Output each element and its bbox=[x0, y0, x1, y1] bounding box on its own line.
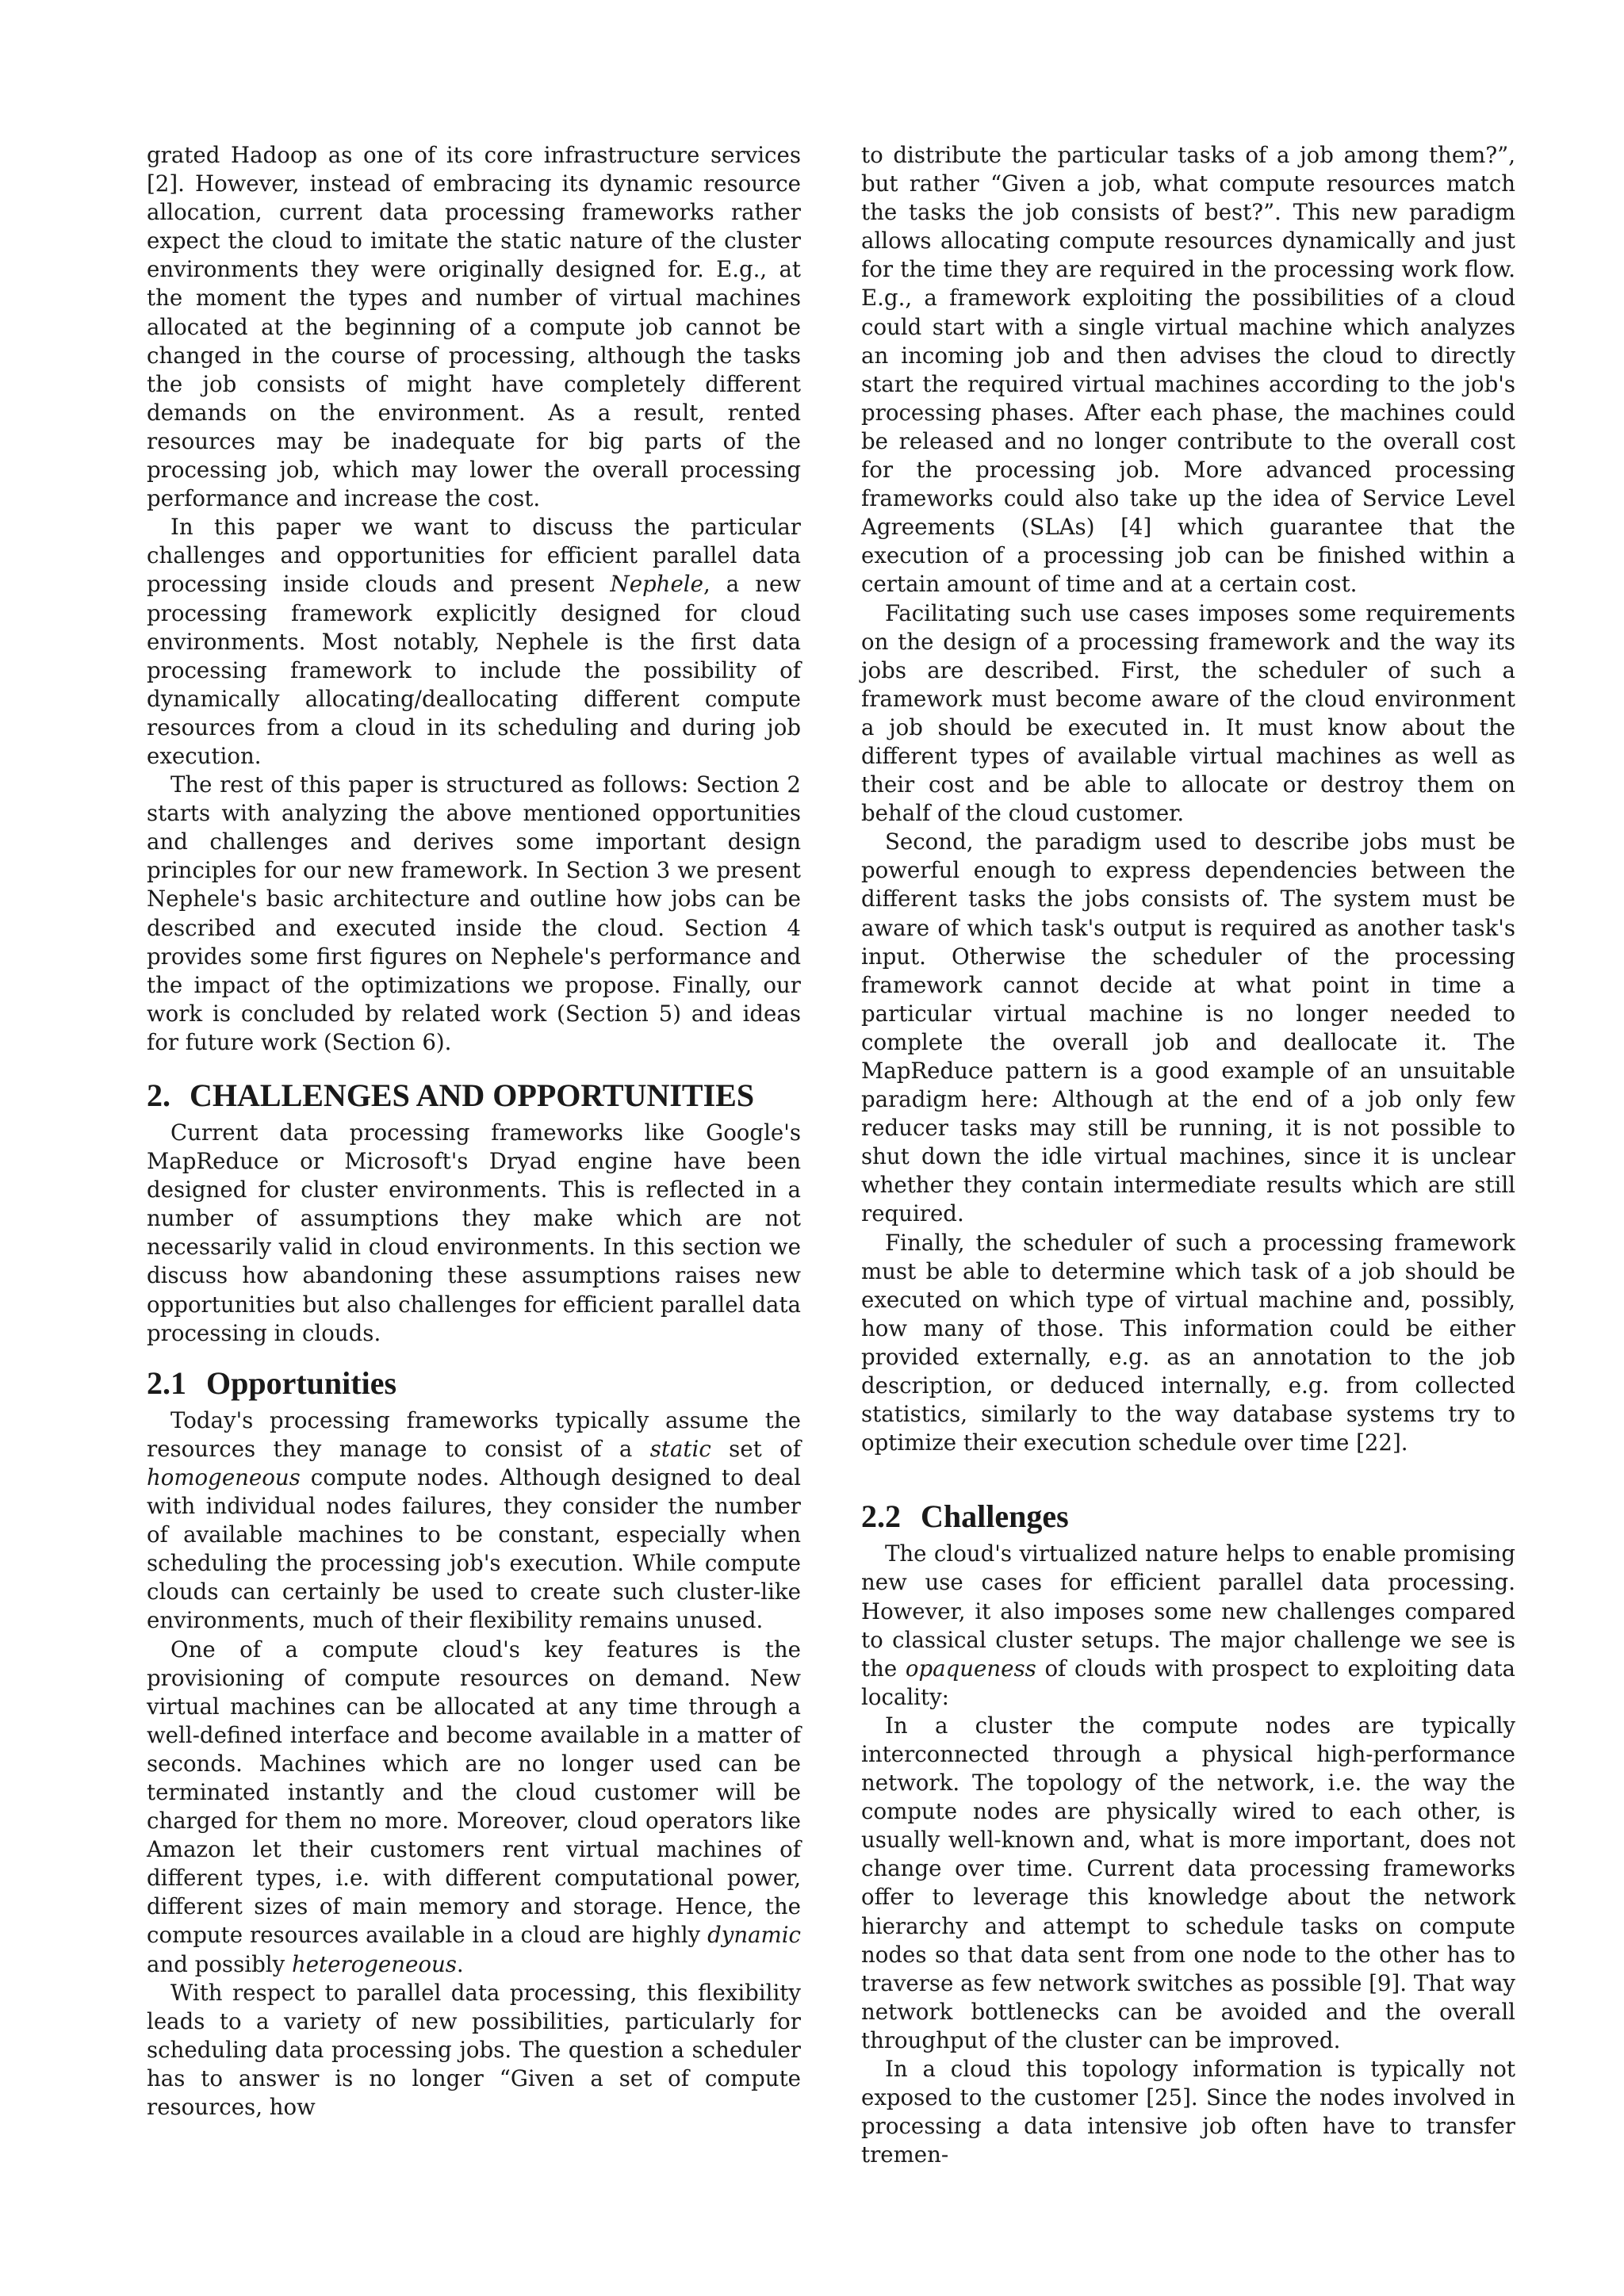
paragraph: In this paper we want to discuss the particular challenges and opportunities for efficient parallel data processing inside clouds and present Nephele, a new processing framework explicitly designed for cloud environments. Most notably, Nephele is the first data processing framework to include the possibility of dynamically allocating/deallocating different compute resources from a cloud in its scheduling and during job execution. bbox=[147, 514, 801, 769]
paragraph: Facilitating such use cases imposes some requirements on the design of a processing framework and the way its jobs are described. First, the scheduler of such a framework must become aware of the cloud environment a job should be executed in. It must know about the different types of available virtual machines as well as their cost and be able to allocate or destroy them on behalf of the cloud customer. bbox=[861, 599, 1515, 827]
right-column bbox=[861, 141, 1515, 2169]
paragraph: In a cluster the compute nodes are typically interconnected through a physical high-performance network. The topology of the network, i.e. the way the compute nodes are physically wired to each other, is usually well-known and, what is more important, does not change over time. Current data processing frameworks offer to leverage this knowledge about the network hierarchy and attempt to schedule tasks on compute nodes so that data sent from one node to the other has to traverse as few network switches as possible [9]. That way network bottlenecks can be avoided and the overall throughput of the cluster can be improved. bbox=[861, 1712, 1515, 2053]
subsection-heading: 2.2 Challenges bbox=[861, 1498, 1069, 1535]
paragraph: Finally, the scheduler of such a processing framework must be able to determine which task of a job should be executed on which type of virtual machine and, possibly, how many of those. This information could be either provided externally, e.g. as an annotation to the job description, or deduced internally, e.g. from collected statistics, similarly to the way database systems try to optimize their execution schedule over time [22]. bbox=[861, 1229, 1515, 1456]
paragraph: Today's processing frameworks typically assume the resources they manage to consist of a static set of homogeneous compute nodes. Although designed to deal with individual nodes failures, they consider the number of available machines to be constant, especially when scheduling the processing job's execution. While compute clouds can certainly be used to create such cluster-like environments, much of their flexibility remains unused. bbox=[147, 1406, 801, 1634]
section-heading: 2. CHALLENGES AND OPPORTUNITIES bbox=[147, 1077, 755, 1113]
paragraph: Second, the paradigm used to describe jobs must be powerful enough to express dependencies between the different tasks the jobs consists of. The system must be aware of which task's output is required as another task's input. Otherwise the scheduler of the processing framework cannot decide at what point in time a particular virtual machine is no longer needed to complete the overall job and deallocate it. The MapReduce pattern is a good example of an unsuitable paradigm here: Although at the end of a job only few reducer tasks may still be running, it is not possible to shut down the idle virtual machines, since it is unclear whether they contain intermediate results which are still required. bbox=[861, 828, 1515, 1227]
paragraph: grated Hadoop as one of its core infrastructure services [2]. However, instead of embracing its dynamic resource allocation, current data processing frameworks rather expect the cloud to imitate the static nature of the cluster environments they were originally designed for. E.g., at the moment the types and number of virtual machines allocated at the beginning of a compute job cannot be changed in the course of processing, although the tasks the job consists of might have completely different demands on the environment. As a result, rented resources may be inadequate for big parts of the processing job, which may lower the overall processing performance and increase the cost. bbox=[147, 142, 801, 512]
paragraph: One of a compute cloud's key features is the provisioning of compute resources on demand. New virtual machines can be allocated at any time through a well-defined interface and become available in a matter of seconds. Machines which are no longer used can be terminated instantly and the cloud customer will be charged for them no more. Moreover, cloud operators like Amazon let their customers rent virtual machines of different types, i.e. with different computational power, different sizes of main memory and storage. Hence, the compute resources available in a cloud are highly dynamic and possibly heterogeneous. bbox=[147, 1636, 801, 1977]
left-column bbox=[147, 141, 801, 2122]
paragraph: The rest of this paper is structured as follows: Section 2 starts with analyzing the above mentioned opportunities and challenges and derives some important design principles for our new framework. In Section 3 we present Nephele's basic architecture and outline how jobs can be described and executed inside the cloud. Section 4 provides some first figures on Nephele's performance and the impact of the optimizations we propose. Finally, our work is concluded by related work (Section 5) and ideas for future work (Section 6). bbox=[147, 771, 801, 1055]
subsection-heading: 2.1 Opportunities bbox=[147, 1364, 397, 1401]
paragraph: to distribute the particular tasks of a job among them?”, but rather “Given a job, what compute resources match the tasks the job consists of best?”. This new paradigm allows allocating compute resources dynamically and just for the time they are required in the processing work flow. E.g., a framework exploiting the possibilities of a cloud could start with a single virtual machine which analyzes an incoming job and then advises the cloud to directly start the required virtual machines according to the job's processing phases. After each phase, the machines could be released and no longer contribute to the overall cost for the processing job. More advanced processing frameworks could also take up the idea of Service Level Agreements (SLAs) [4] which guarantee that the execution of a processing job can be finished within a certain amount of time and at a certain cost. bbox=[861, 142, 1515, 598]
paragraph: In a cloud this topology information is typically not exposed to the customer [25]. Since the nodes involved in processing a data intensive job often have to transfer tremen- bbox=[861, 2056, 1515, 2168]
paragraph: Current data processing frameworks like Google's MapReduce or Microsoft's Dryad engine have been designed for cluster environments. This is reflected in a number of assumptions they make which are not necessarily valid in cloud environments. In this section we discuss how abandoning these assumptions raises new opportunities but also challenges for efficient parallel data processing in clouds. bbox=[147, 1119, 801, 1346]
paragraph: With respect to parallel data processing, this flexibility leads to a variety of new possibilities, particularly for scheduling data processing jobs. The question a scheduler has to answer is no longer “Given a set of compute resources, how bbox=[147, 1979, 801, 2120]
paragraph: The cloud's virtualized nature helps to enable promising new use cases for efficient parallel data processing. However, it also imposes some new challenges compared to classical cluster setups. The major challenge we see is the opaqueness of clouds with prospect to exploiting data locality: bbox=[861, 1540, 1515, 1710]
